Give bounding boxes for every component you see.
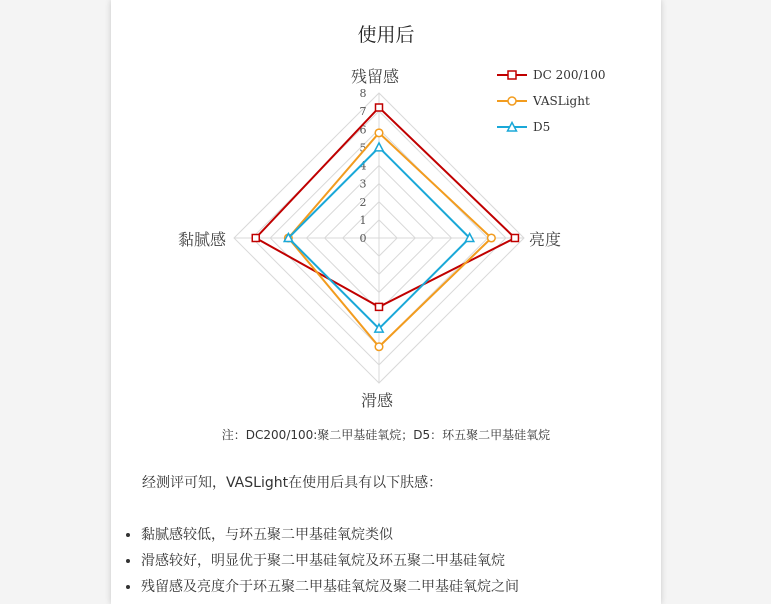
legend-marker-triangle-icon [497, 121, 527, 133]
legend-item-d5 [497, 114, 605, 140]
legend-marker-circle-icon [497, 95, 527, 107]
axis-label-gloss: 亮度 [529, 230, 562, 249]
axis-label-slip: 滑感 [361, 391, 394, 410]
list-item: • 黏腻感较低，与环五聚二甲基硅氧烷类似 [141, 522, 519, 548]
tick-label: 7 [359, 105, 367, 119]
legend-label: DC 200/100 [533, 68, 606, 82]
legend-marker-square-icon [497, 69, 527, 81]
data-point [488, 234, 496, 242]
axis-label-tackiness: 黏腻感 [178, 230, 227, 249]
series-line [256, 108, 515, 307]
chart-footnote: 注：DC200/100:聚二甲基硅氧烷；D5：环五聚二甲基硅氧烷 [221, 428, 551, 442]
data-point [376, 104, 383, 111]
legend-item-vaslight [497, 88, 605, 114]
tick-label: 0 [359, 232, 367, 245]
bullet-list [123, 522, 519, 600]
legend-label: D5 [533, 120, 551, 134]
data-point [375, 143, 383, 151]
tick-label: 1 [359, 213, 367, 227]
tick-label: 5 [359, 141, 367, 155]
data-point [376, 303, 383, 310]
data-point [511, 235, 518, 242]
tick-label: 2 [359, 195, 367, 209]
list-item: • 残留感及亮度介于环五聚二甲基硅氧烷及聚二甲基硅氧烷之间 [141, 574, 519, 600]
legend-label: VASLight [533, 94, 590, 108]
tick-label: 8 [359, 87, 367, 100]
list-item: • 滑感较好，明显优于聚二甲基硅氧烷及环五聚二甲基硅氧烷 [141, 548, 519, 574]
series-line [288, 133, 491, 347]
intro-text: 经测评可知，VASLight在使用后具有以下肤感： [142, 475, 443, 491]
chart-legend [497, 62, 605, 140]
tick-label: 6 [359, 123, 367, 137]
chart-title: 使用后 [357, 24, 415, 46]
tick-label: 4 [359, 159, 367, 173]
legend-item-dc200 [497, 62, 605, 88]
data-point [375, 343, 383, 351]
axis-label-residue: 残留感 [351, 67, 400, 86]
data-point [375, 129, 383, 137]
document-page [111, 0, 661, 604]
tick-label: 3 [359, 177, 367, 191]
data-point [252, 235, 259, 242]
